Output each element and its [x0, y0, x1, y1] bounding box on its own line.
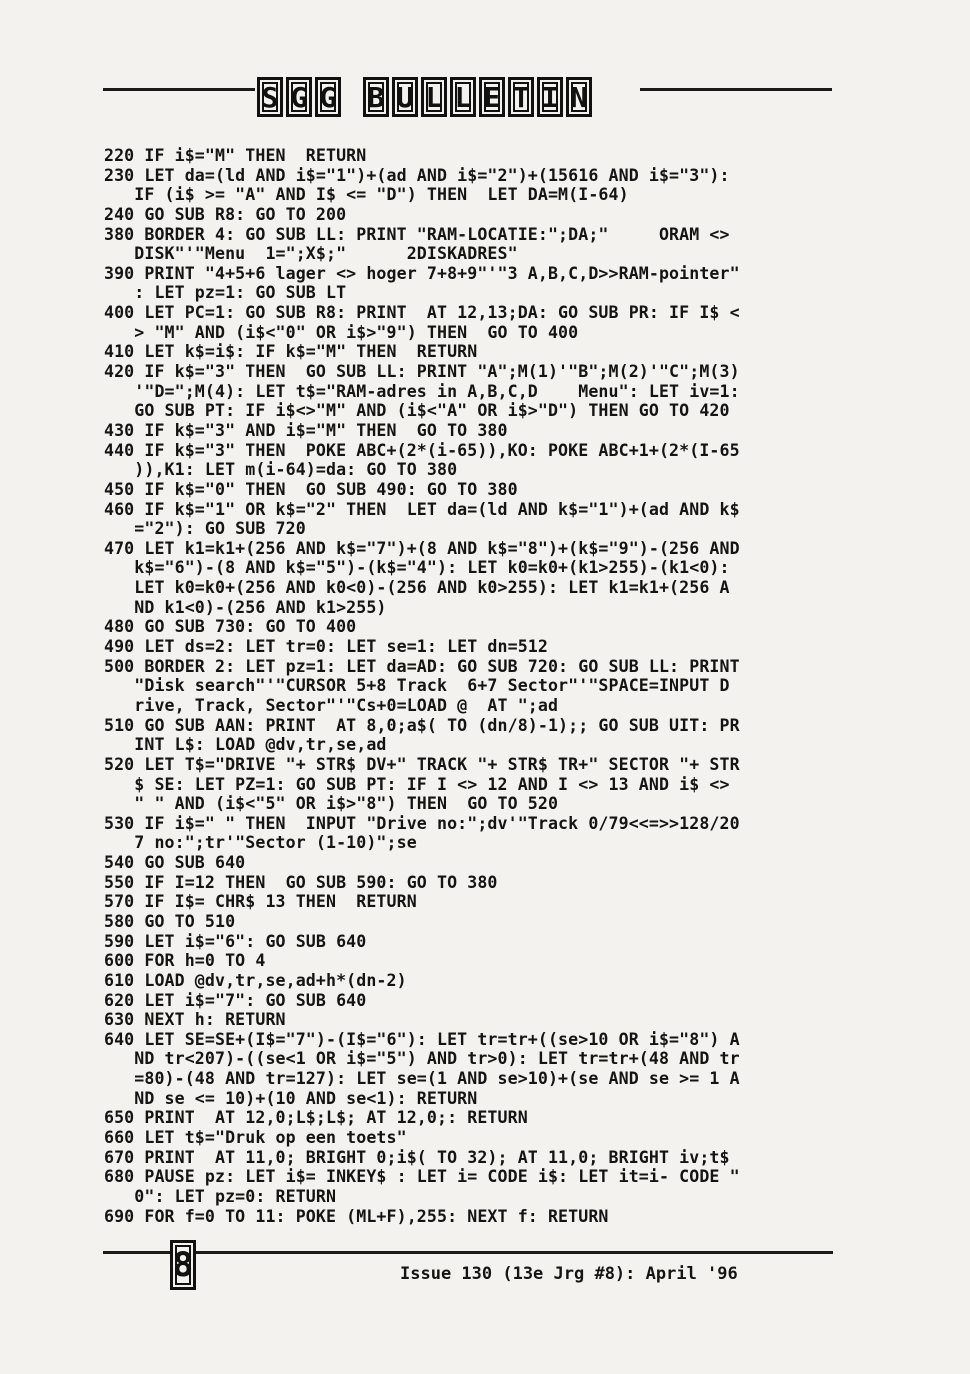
code-line: 540 GO SUB 640 — [104, 853, 246, 873]
code-line: 630 NEXT h: RETURN — [104, 1010, 286, 1030]
issue-info: Issue 130 (13e Jrg #8): April '96 — [400, 1264, 738, 1284]
code-line: : LET pz=1: GO SUB LT — [104, 283, 347, 303]
code-line: 220 IF i$="M" THEN RETURN — [104, 146, 367, 165]
basic-listing — [104, 146, 844, 1226]
masthead-word-sgg — [257, 77, 341, 117]
code-line: 440 IF k$="3" THEN POKE ABC+(2*(i-65)),KO: POKE ABC+1+(2*(I-65 — [104, 440, 740, 460]
code-line: IF (i$ >= "A" AND I$ <= "D") THEN LET DA=M(I-64) — [104, 185, 629, 205]
code-line: 580 GO TO 510 — [104, 911, 236, 931]
code-line: 610 LOAD @dv,tr,se,ad+h*(dn-2) — [104, 970, 407, 990]
code-line: 490 LET ds=2: LET tr=0: LET se=1: LET dn=512 — [104, 637, 548, 657]
masthead-letter: T — [508, 77, 534, 117]
code-line: k$="6")-(8 AND k$="5")-(k$="4"): LET k0=k0+(k1>255)-(k1<0): — [104, 558, 730, 578]
code-line: 430 IF k$="3" AND i$="M" THEN GO TO 380 — [104, 420, 508, 440]
code-line: 460 IF k$="1" OR k$="2" THEN LET da=(ld AND k$="1")+(ad AND k$ — [104, 499, 740, 519]
code-line: ="2"): GO SUB 720 — [104, 519, 306, 539]
code-line: 640 LET SE=SE+(I$="7")-(I$="6"): LET tr=tr+((se>10 OR i$="8") A — [104, 1029, 740, 1049]
header-rule-right — [640, 88, 832, 91]
code-line: 510 GO SUB AAN: PRINT AT 8,0;a$( TO (dn/8)-1);; GO SUB UIT: PR — [104, 715, 740, 735]
code-line: 450 IF k$="0" THEN GO SUB 490: GO TO 380 — [104, 479, 518, 499]
code-line: rive, Track, Sector"'"Cs+0=LOAD @ AT ";ad — [104, 695, 559, 715]
code-line: 400 LET PC=1: GO SUB R8: PRINT AT 12,13;DA: GO SUB PR: IF I$ < — [104, 303, 740, 323]
code-line: 530 IF i$=" " THEN INPUT "Drive no:";dv'"Track 0/79<<=>>128/20 — [104, 813, 740, 833]
code-line: =80)-(48 AND tr=127): LET se=(1 AND se>10)+(se AND se >= 1 A — [104, 1069, 740, 1089]
code-line: )),K1: LET m(i-64)=da: GO TO 380 — [104, 460, 458, 480]
masthead-letter: S — [257, 77, 283, 117]
masthead-letter: L — [421, 77, 447, 117]
masthead-letter: I — [537, 77, 563, 117]
code-line: 390 PRINT "4+5+6 lager <> hoger 7+8+9"'"3 A,B,C,D>>RAM-pointer" — [104, 263, 740, 283]
masthead-letter: L — [450, 77, 476, 117]
code-line: INT L$: LOAD @dv,tr,se,ad — [104, 735, 387, 755]
masthead-letter: G — [315, 77, 341, 117]
masthead-letter: N — [566, 77, 592, 117]
code-line: 7 no:";tr'"Sector (1-10)";se — [104, 833, 417, 853]
code-line: GO SUB PT: IF i$<>"M" AND (i$<"A" OR i$>"D") THEN GO TO 420 — [104, 401, 730, 421]
code-line: DISK"'"Menu 1=";X$;" 2DISKADRES" — [104, 244, 518, 264]
code-line: 600 FOR h=0 TO 4 — [104, 951, 266, 971]
code-line: 550 IF I=12 THEN GO SUB 590: GO TO 380 — [104, 872, 498, 892]
code-line: 0": LET pz=0: RETURN — [104, 1186, 337, 1206]
masthead-word-bulletin — [363, 77, 592, 117]
code-line: 570 IF I$= CHR$ 13 THEN RETURN — [104, 892, 417, 912]
page-number: 8 — [170, 1240, 196, 1290]
masthead-title — [257, 74, 592, 120]
code-line: 620 LET i$="7": GO SUB 640 — [104, 990, 367, 1010]
code-line: ND tr<207)-((se<1 OR i$="5") AND tr>0): LET tr=tr+(48 AND tr — [104, 1049, 740, 1069]
code-line: > "M" AND (i$<"0" OR i$>"9") THEN GO TO 400 — [104, 322, 579, 342]
code-line: 410 LET k$=i$: IF k$="M" THEN RETURN — [104, 342, 478, 362]
code-line: 380 BORDER 4: GO SUB LL: PRINT "RAM-LOCATIE:";DA;" ORAM <> — [104, 224, 730, 244]
code-line: '"D=";M(4): LET t$="RAM-adres in A,B,C,D Menu": LET iv=1: — [104, 381, 740, 401]
masthead-letter: E — [479, 77, 505, 117]
masthead-letter: B — [363, 77, 389, 117]
masthead-letter: G — [286, 77, 312, 117]
code-line: ND k1<0)-(256 AND k1>255) — [104, 597, 387, 617]
code-line: 470 LET k1=k1+(256 AND k$="7")+(8 AND k$="8")+(k$="9")-(256 AND — [104, 538, 740, 558]
code-line: LET k0=k0+(256 AND k0<0)-(256 AND k0>255): LET k1=k1+(256 A — [104, 578, 730, 598]
code-line: "Disk search"'"CURSOR 5+8 Track 6+7 Sector"'"SPACE=INPUT D — [104, 676, 730, 696]
code-line: 500 BORDER 2: LET pz=1: LET da=AD: GO SUB 720: GO SUB LL: PRINT — [104, 656, 740, 676]
code-line: 650 PRINT AT 12,0;L$;L$; AT 12,0;: RETURN — [104, 1108, 528, 1128]
footer-rule — [103, 1251, 833, 1254]
masthead-letter: U — [392, 77, 418, 117]
code-line: ND se <= 10)+(10 AND se<1): RETURN — [104, 1088, 478, 1108]
code-line: 680 PAUSE pz: LET i$= INKEY$ : LET i= CODE i$: LET it=i- CODE " — [104, 1167, 740, 1187]
code-line: $ SE: LET PZ=1: GO SUB PT: IF I <> 12 AND I <> 13 AND i$ <> — [104, 774, 730, 794]
code-line: 480 GO SUB 730: GO TO 400 — [104, 617, 357, 637]
code-line: 230 LET da=(ld AND i$="1")+(ad AND i$="2")+(15616 AND i$="3"): — [104, 165, 730, 185]
code-line: " " AND (i$<"5" OR i$>"8") THEN GO TO 520 — [104, 794, 559, 814]
code-line: 660 LET t$="Druk op een toets" — [104, 1128, 407, 1148]
code-line: 690 FOR f=0 TO 11: POKE (ML+F),255: NEXT f: RETURN — [104, 1206, 609, 1226]
code-line: 420 IF k$="3" THEN GO SUB LL: PRINT "A";M(1)'"B";M(2)'"C";M(3) — [104, 362, 740, 382]
code-line: 670 PRINT AT 11,0; BRIGHT 0;i$( TO 32); AT 11,0; BRIGHT iv;t$ — [104, 1147, 730, 1167]
header-rule-left — [103, 88, 255, 91]
code-line: 240 GO SUB R8: GO TO 200 — [104, 204, 347, 224]
code-line: 520 LET T$="DRIVE "+ STR$ DV+" TRACK "+ STR$ TR+" SECTOR "+ STR — [104, 754, 740, 774]
code-line: 590 LET i$="6": GO SUB 640 — [104, 931, 367, 951]
